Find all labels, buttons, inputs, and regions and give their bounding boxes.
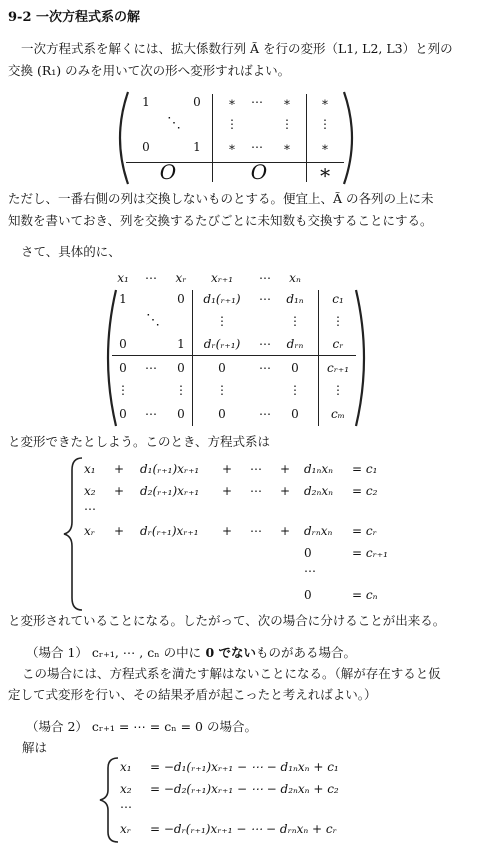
m2-rr-d: dᵣ(ᵣ₊₁) <box>203 337 241 351</box>
m1-vdots-r: ⋮ <box>319 117 331 131</box>
sys1-r1-plus3: + <box>280 462 291 476</box>
m1-bigStar: ∗ <box>318 160 332 184</box>
m2-rm-c2: 0 <box>177 407 185 421</box>
paragraph-concrete: さて、具体的に、 <box>21 244 121 259</box>
sys1-r2-plus2: + <box>222 484 233 498</box>
m2-vdots-3: ⋮ <box>332 314 344 328</box>
sys1-r1-rhs: = c₁ <box>352 462 378 476</box>
m2-vdots-8: ⋮ <box>332 383 344 397</box>
m1-star-12: ∗ <box>282 95 292 109</box>
sys1-r4-x: xᵣ <box>84 524 95 538</box>
m2-r1-dn: d₁ₙ <box>286 292 304 306</box>
sys1-r2-x: x₂ <box>84 484 96 498</box>
sys1-r1-cdots: ⋯ <box>250 462 262 476</box>
sys1-r1-x: x₁ <box>84 462 96 476</box>
m1-one-top: 1 <box>142 95 150 109</box>
m2-rr-c1: 0 <box>119 337 127 351</box>
sys1-r1-dn: d₁ₙxₙ <box>304 462 333 476</box>
m2-rr1-c: cᵣ₊₁ <box>326 361 350 375</box>
m2-header-xr: xᵣ <box>175 271 187 285</box>
m2-vdots-2: ⋮ <box>289 314 301 328</box>
m1-vdots-1: ⋮ <box>226 117 238 131</box>
m2-rm-c3: 0 <box>218 407 226 421</box>
sys1-r2-term: d₂(ᵣ₊₁)xᵣ₊₁ <box>140 484 200 498</box>
m2-vdots-7: ⋮ <box>289 383 301 397</box>
m2-header-xn: xₙ <box>289 271 301 285</box>
m2-vdots-6: ⋮ <box>216 383 228 397</box>
sys2-r2-x: x₂ <box>120 782 132 796</box>
m2-rr1-cdots1: ⋯ <box>145 361 157 375</box>
sys1-r6-dots: ⋯ <box>304 564 316 578</box>
sys1-r1-plus2: + <box>222 462 233 476</box>
m1-vdots-2: ⋮ <box>281 117 293 131</box>
sys1-r4-cdots: ⋯ <box>250 524 262 538</box>
sys1-r2-plus1: + <box>114 484 125 498</box>
section-heading: 9-2 一次方程式系の解 <box>8 10 141 25</box>
m2-header-x1: x₁ <box>117 271 129 285</box>
sys1-r4-plus1: + <box>114 524 125 538</box>
m1-cdots-1: ⋯ <box>251 95 263 109</box>
m2-r1-cdots: ⋯ <box>259 292 271 306</box>
case-1-bold: 0 でない <box>201 645 257 660</box>
m2-rr1-c1: 0 <box>119 361 127 375</box>
case-2-solution-label: 解は <box>22 740 48 755</box>
sys2-r4-x: xᵣ <box>120 822 131 836</box>
m2-rm-c1: 0 <box>119 407 127 421</box>
m2-rr-cdots: ⋯ <box>259 337 271 351</box>
m1-bigO-right: O <box>250 160 268 184</box>
m2-r1-c: c₁ <box>332 292 344 306</box>
sys2-r1-rhs: = −d₁(ᵣ₊₁)xᵣ₊₁ − ⋯ − d₁ₙxₙ + c₁ <box>150 760 339 774</box>
paragraph-cases-intro: と変形されていることになる。したがって、次の場合に分けることが出来る。 <box>8 613 446 628</box>
m2-vdots-1: ⋮ <box>216 314 228 328</box>
m1-star-r1: ∗ <box>320 95 330 109</box>
m2-rm-cdots2: ⋯ <box>259 407 271 421</box>
m2-vdots-4: ⋮ <box>117 383 129 397</box>
m2-r1-c2: 0 <box>177 292 185 306</box>
sys1-r3-dots: ⋯ <box>84 502 96 516</box>
m2-rm-c: cₘ <box>330 407 346 421</box>
system-2-left-brace <box>100 758 118 842</box>
m1-star-21: ∗ <box>227 140 237 154</box>
m2-header-xr1: xᵣ₊₁ <box>210 271 234 285</box>
sys1-r1-term: d₁(ᵣ₊₁)xᵣ₊₁ <box>140 462 200 476</box>
paragraph-note-line1: ただし、一番右側の列は交換しないものとする。便宜上、Ã の各列の上に未 <box>8 191 434 206</box>
sys1-r5-zero: 0 <box>304 546 312 560</box>
sys1-r2-cdots: ⋯ <box>250 484 262 498</box>
sys1-r2-rhs: = c₂ <box>352 484 378 498</box>
paragraph-system-intro: と変形できたとしよう。このとき、方程式系は <box>8 434 271 449</box>
sys1-r4-plus3: + <box>280 524 291 538</box>
m2-ddots: ⋱ <box>146 312 160 328</box>
case-2-heading: （場合 2） cᵣ₊₁ = ⋯ = cₙ = 0 の場合。 <box>26 719 257 734</box>
m1-bigO-left: O <box>159 160 177 184</box>
m2-rr1-cdots2: ⋯ <box>259 361 271 375</box>
m2-rm-c4: 0 <box>291 407 299 421</box>
m2-vdots-5: ⋮ <box>175 383 187 397</box>
sys1-r1-plus1: + <box>114 462 125 476</box>
m2-rr-c: cᵣ <box>332 337 344 351</box>
m2-r1-d: d₁(ᵣ₊₁) <box>203 292 241 306</box>
m2-rr1-c2: 0 <box>177 361 185 375</box>
m1-cdots-2: ⋯ <box>251 140 263 154</box>
paragraph-intro-line1: 一次方程式系を解くには、拡大係数行列 Ã を行の変形（L1, L2, L3）と列の <box>21 41 453 56</box>
m2-header-cdots2: ⋯ <box>259 271 271 285</box>
sys1-r7-zero: 0 <box>304 588 312 602</box>
sys1-r5-rhs: = cᵣ₊₁ <box>352 546 388 560</box>
sys2-r4-rhs: = −dᵣ(ᵣ₊₁)xᵣ₊₁ − ⋯ − dᵣₙxₙ + cᵣ <box>150 822 337 836</box>
paragraph-note-line2: 知数を書いておき、列を交換するたびごとに未知数も交換することにする。 <box>8 213 433 228</box>
m2-r1-c1: 1 <box>119 292 127 306</box>
m1-star-11: ∗ <box>227 95 237 109</box>
sys1-r4-plus2: + <box>222 524 233 538</box>
m2-header-cdots1: ⋯ <box>145 271 157 285</box>
sys2-r1-x: x₁ <box>120 760 132 774</box>
case-1-tail: ものがある場合。 <box>256 645 357 660</box>
sys1-r4-dn: dᵣₙxₙ <box>304 524 333 538</box>
m2-rr-dn: dᵣₙ <box>286 337 304 351</box>
m2-rm-cdots1: ⋯ <box>145 407 157 421</box>
m2-rr1-c4: 0 <box>291 361 299 375</box>
case-1-body-line1: この場合には、方程式系を満たす解はないことになる。（解が存在すると仮 <box>22 666 441 681</box>
sys1-r2-plus3: + <box>280 484 291 498</box>
m1-zero-top: 0 <box>193 95 201 109</box>
m1-zero-bottom: 0 <box>142 140 150 154</box>
m2-rr-c2: 1 <box>177 337 185 351</box>
m1-star-r2: ∗ <box>320 140 330 154</box>
sys2-r3-dots: ⋯ <box>120 800 132 814</box>
sys1-r2-dn: d₂ₙxₙ <box>304 484 333 498</box>
m1-star-22: ∗ <box>282 140 292 154</box>
m1-ddots: ⋱ <box>167 115 181 131</box>
sys1-r7-rhs: = cₙ <box>352 588 378 602</box>
m1-one-bottom: 1 <box>193 140 201 154</box>
case-1-label: （場合 1） cᵣ₊₁, ⋯ , cₙ の中に <box>26 645 202 660</box>
sys1-r4-rhs: = cᵣ <box>352 524 377 538</box>
paragraph-intro-line2: 交換 (R₁) のみを用いて次の形へ変形すればよい。 <box>8 63 291 78</box>
sys1-r4-term: dᵣ(ᵣ₊₁)xᵣ₊₁ <box>140 524 199 538</box>
sys2-r2-rhs: = −d₂(ᵣ₊₁)xᵣ₊₁ − ⋯ − d₂ₙxₙ + c₂ <box>150 782 339 796</box>
m2-rr1-c3: 0 <box>218 361 226 375</box>
case-1-body-line2: 定して式変形を行い、その結果矛盾が起こったと考えればよい。） <box>8 687 377 702</box>
